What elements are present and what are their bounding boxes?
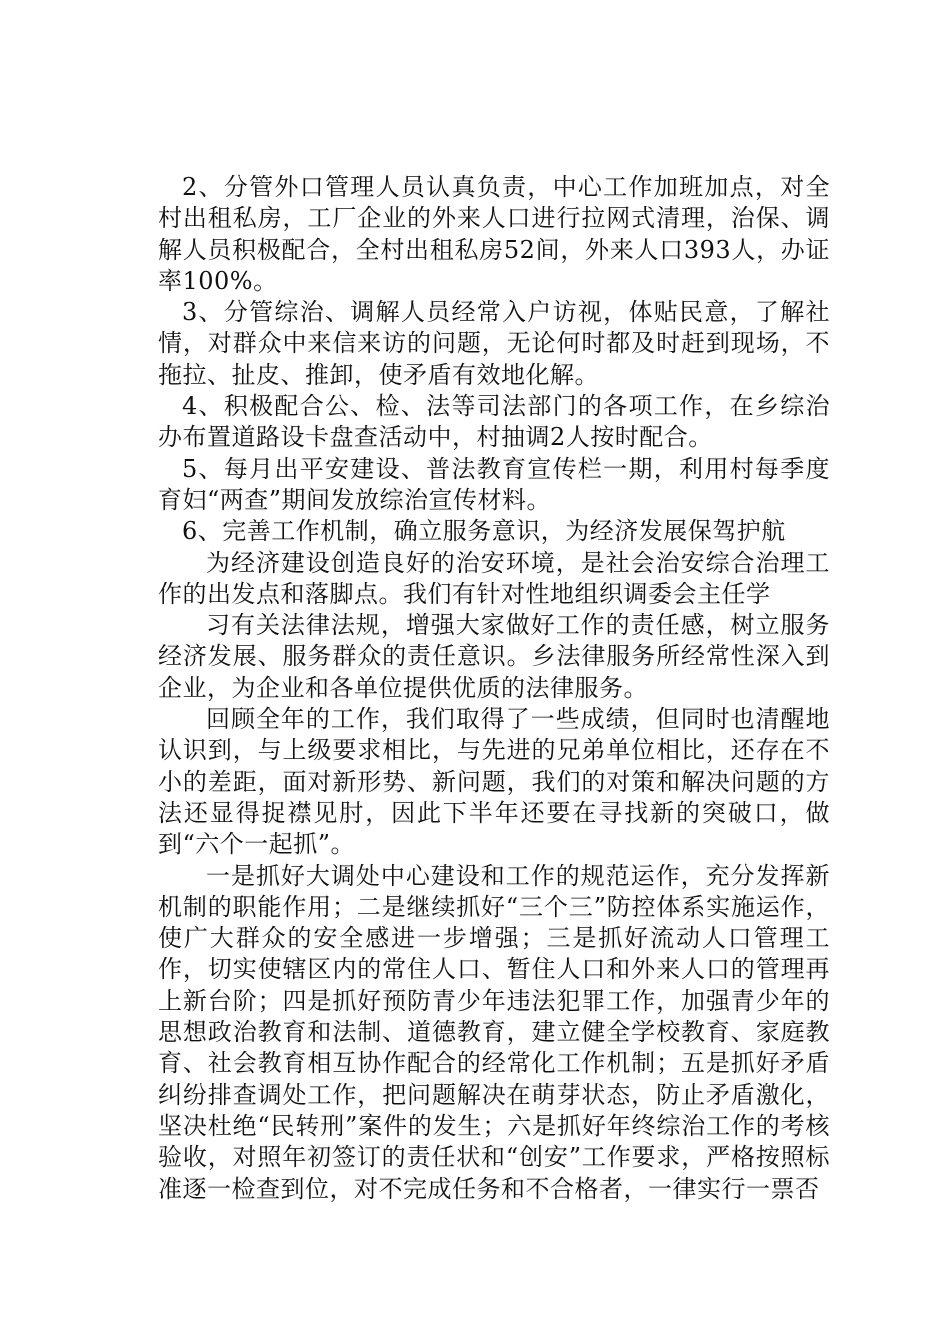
paragraph-item-2: 2、分管外口管理人员认真负责，中心工作加班加点，对全村出租私房，工厂企业的外来人口进行拉网式清理，治保、调解人员积极配合，全村出租私房52间，外来人口393人，办证率100%。	[158, 173, 830, 295]
paragraph-item-6: 6、完善工作机制，确立服务意识，为经济发展保驾护航	[182, 517, 786, 546]
paragraph-legal-study: 习有关法律法规，增强大家做好工作的责任感，树立服务经济发展、服务群众的责任意识。乡法律服务所经常性深入到企业，为企业和各单位提供优质的法律服务。	[158, 611, 830, 702]
paragraph-six-priorities: 一是抓好大调处中心建设和工作的规范运作，充分发挥新机制的职能作用；二是继续抓好“三个三”防控体系实施运作，使广大群众的安全感进一步增强；三是抓好流动人口管理工作，切实使辖区内的常住人口、暂住人口和外来人口的管理再上新台阶；四是抓好预防青少年违法犯罪工作，加强青少年的思想政治教育和法制、道德教育，建立健全学校教育、家庭教育、社会教育相互协作配合的经常化工作机制；五是抓好矛盾纠纷排查调处工作，把问题解决在萌芽状态，防止矛盾激化，坚决杜绝“民转刑”案件的发生；六是抓好年终综治工作的考核验收，对照年初签订的责任状和“创安”工作要求，严格按照标准逐一检查到位，对不完成任务和不合格者，一律实行一票否	[158, 861, 830, 1203]
paragraph-review: 回顾全年的工作，我们取得了一些成绩，但同时也清醒地认识到，与上级要求相比，与先进的兄弟单位相比，还存在不小的差距，面对新形势、新问题，我们的对策和解决问题的方法还显得捉襟见肘，因此下半年还要在寻找新的突破口，做到“六个一起抓”。	[158, 705, 830, 859]
paragraph-item-3: 3、分管综治、调解人员经常入户访视，体贴民意，了解社情，对群众中来信来访的问题，无论何时都及时赶到现场，不拖拉、扯皮、推卸，使矛盾有效地化解。	[158, 298, 830, 389]
paragraph-item-4: 4、积极配合公、检、法等司法部门的各项工作，在乡综治办布置道路设卡盘查活动中，村抽调2人按时配合。	[158, 392, 830, 452]
document-body	[158, 172, 830, 1205]
paragraph-economic-environment: 为经济建设创造良好的治安环境，是社会治安综合治理工作的出发点和落脚点。我们有针对性地组织调委会主任学	[158, 548, 830, 608]
paragraph-item-5: 5、每月出平安建设、普法教育宣传栏一期，利用村每季度育妇“两查”期间发放综治宣传材料。	[158, 454, 830, 514]
